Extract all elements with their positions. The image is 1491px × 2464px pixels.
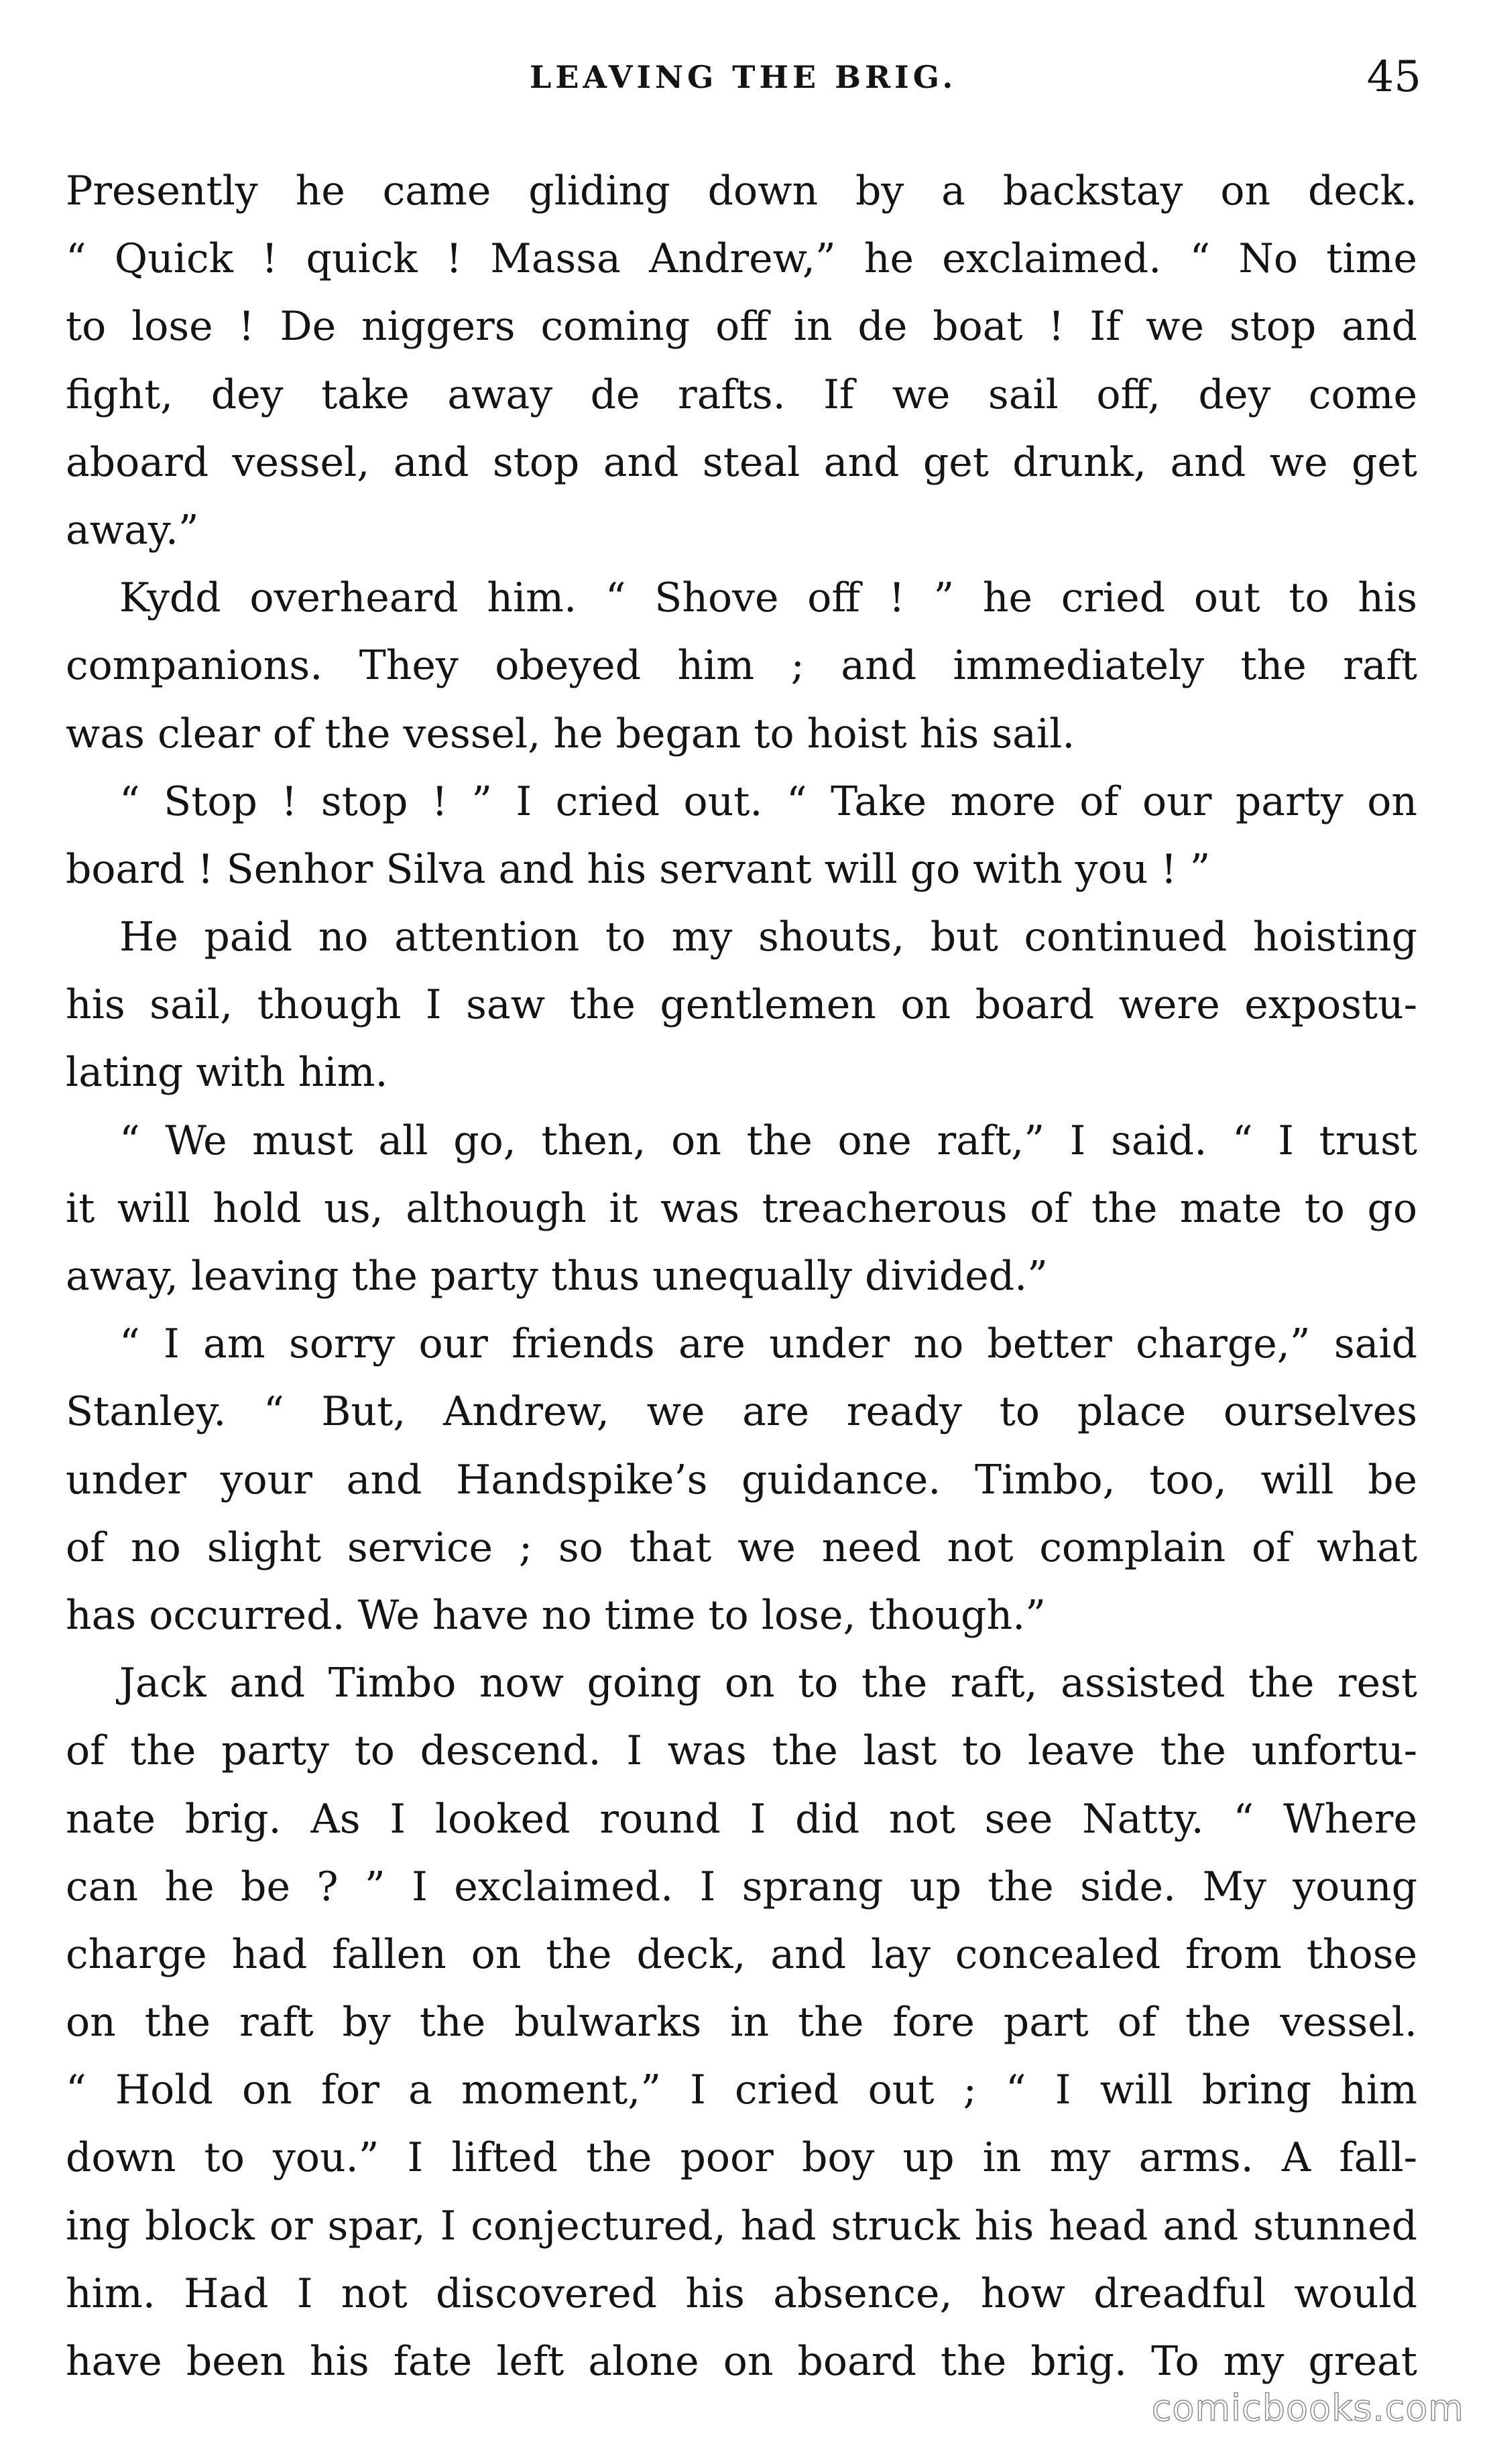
text-line: of no slight service ; so that we need not complain of what	[66, 1524, 1417, 1571]
text-line: have been his fate left alone on board the brig. To my great	[66, 2338, 1417, 2385]
text-line: board ! Senhor Silva and his servant will go with you ! ”	[66, 845, 1211, 893]
text-line: of the party to descend. I was the last to leave the unfortu-	[66, 1727, 1417, 1775]
text-line: “ We must all go, then, on the one raft,” I said. “ I trust	[119, 1117, 1417, 1164]
text-line: Kydd overheard him. “ Shove off ! ” he cried out to his	[119, 574, 1417, 622]
text-line: under your and Handspike’s guidance. Timbo, too, will be	[66, 1456, 1417, 1503]
text-line: to lose ! De niggers coming off in de boat ! If we stop and	[66, 303, 1417, 351]
text-line: it will hold us, although it was treacherous of the mate to go	[66, 1184, 1417, 1232]
text-line: aboard vessel, and stop and steal and get drunk, and we get	[66, 438, 1417, 486]
text-line: nate brig. As I looked round I did not see Natty. “ Where	[66, 1795, 1417, 1843]
text-line: Stanley. “ But, Andrew, we are ready to place ourselves	[66, 1388, 1417, 1436]
text-line: “ Stop ! stop ! ” I cried out. “ Take more of our party on	[119, 778, 1417, 825]
running-head	[0, 52, 1491, 106]
body-text	[66, 158, 1417, 2396]
text-line: fight, dey take away de rafts. If we sail off, dey come	[66, 371, 1417, 418]
text-line: him. Had I not discovered his absence, how dreadful would	[66, 2270, 1417, 2317]
text-line: ing block or spar, I conjectured, had struck his head and stunned	[66, 2202, 1417, 2250]
text-line: He paid no attention to my shouts, but continued hoisting	[119, 914, 1417, 961]
text-line: Presently he came gliding down by a backstay on deck.	[66, 168, 1417, 214]
text-line: his sail, though I saw the gentlemen on board were expostu-	[66, 981, 1417, 1029]
text-line: “ Hold on for a moment,” I cried out ; “ I will bring him	[66, 2067, 1417, 2114]
text-line: companions. They obeyed him ; and immediately the raft	[66, 642, 1417, 690]
text-line: has occurred. We have no time to lose, though.”	[66, 1591, 1046, 1639]
text-line: “ Quick ! quick ! Massa Andrew,” he exclaimed. “ No time	[66, 235, 1417, 283]
text-line: charge had fallen on the deck, and lay concealed from those	[66, 1930, 1417, 1978]
text-line: down to you.” I lifted the poor boy up in my arms. A fall-	[66, 2134, 1417, 2182]
text-line: away.”	[66, 506, 199, 554]
text-line: on the raft by the bulwarks in the fore part of the vessel.	[66, 1999, 1417, 2046]
text-line: away, leaving the party thus unequally divided.”	[66, 1253, 1048, 1300]
text-line: can he be ? ” I exclaimed. I sprang up the side. My young	[66, 1863, 1417, 1910]
running-title: LEAVING THE BRIG.	[530, 59, 957, 95]
text-line: lating with him.	[66, 1049, 388, 1097]
text-line: Jack and Timbo now going on to the raft, assisted the rest	[119, 1660, 1417, 1707]
page-number: 45	[1366, 52, 1421, 102]
watermark-logo: comicbooks.com	[1151, 2387, 1464, 2429]
text-line: “ I am sorry our friends are under no better charge,” said	[119, 1320, 1417, 1368]
text-line: was clear of the vessel, he began to hoist his sail.	[66, 710, 1075, 757]
